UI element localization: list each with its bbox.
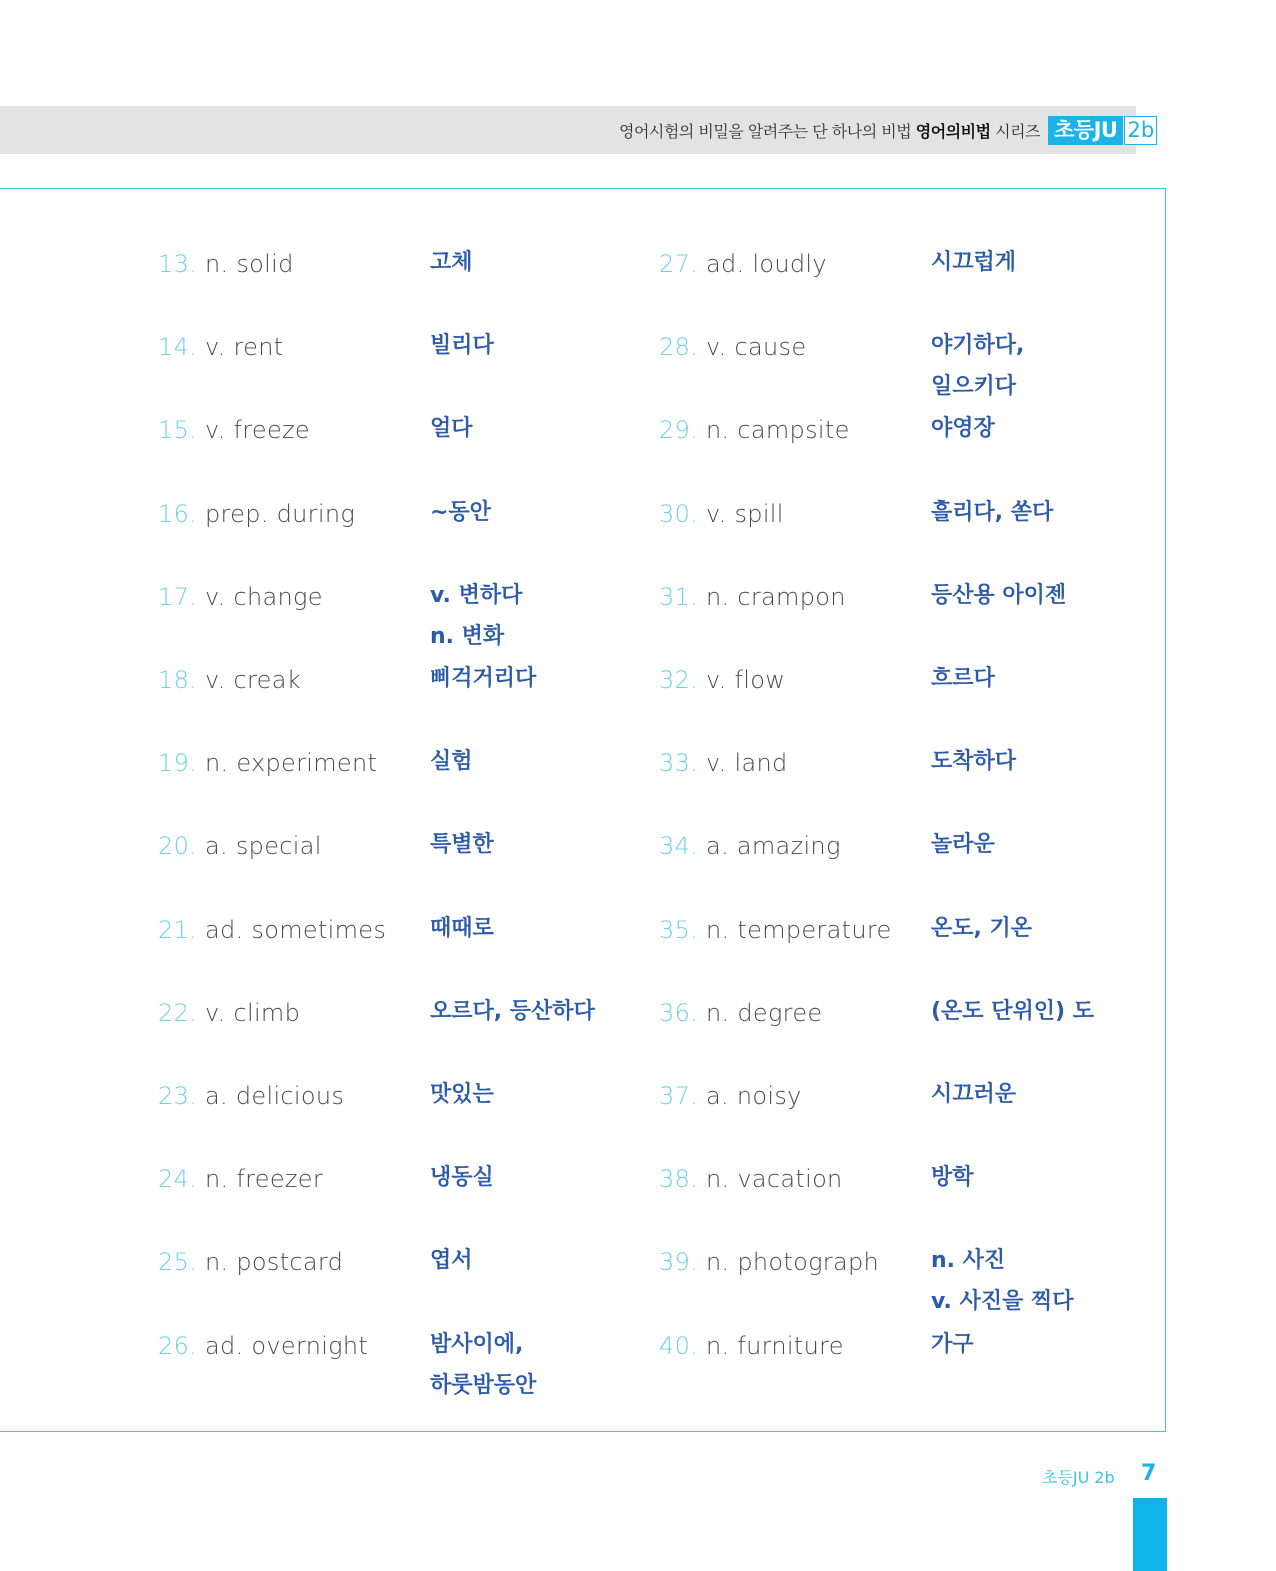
vocab-number: 16. [158,499,198,528]
vocab-word [158,832,322,860]
vocab-meaning [931,575,1066,616]
vocab-meaning [430,908,494,949]
vocab-meaning [931,824,995,865]
vocab-word [659,916,892,944]
vocab-meaning-line: 밤사이에, [430,1331,524,1357]
vocab-term: ad. loudly [698,250,827,278]
vocab-term: ad. overnight [197,1331,369,1360]
vocab-meaning-line: 시끄러운 [931,1082,1017,1107]
vocab-meaning-line: 흐르다 [931,666,995,691]
vocab-word [158,333,283,361]
vocab-term: v. rent [197,333,284,362]
vocab-term: ad. sometimes [197,915,387,944]
vocab-number: 17. [158,582,198,611]
vocab-word [659,1332,844,1360]
vocab-meaning [430,1324,536,1406]
vocab-word [158,1082,344,1110]
vocab-number: 31. [659,582,699,611]
vocab-term: v. freeze [197,416,310,445]
vocab-meaning [931,1157,974,1198]
vocab-meaning-line: 빌리다 [430,333,494,359]
brand-version: 2b [1124,116,1157,145]
vocab-term: v. change [197,582,323,611]
vocab-term: v. spill [698,499,784,528]
vocab-term: v. climb [197,998,301,1027]
vocab-number: 35. [659,915,699,944]
vocab-word [659,1165,843,1193]
vocab-number: 32. [659,666,699,694]
vocab-meaning-line: n. 변화 [430,623,505,649]
vocab-meaning-line: 삐걱거리다 [430,666,537,691]
vocab-meaning [430,1074,494,1115]
vocab-meaning-line: 맛있는 [430,1082,494,1107]
vocab-term: a. special [197,832,322,861]
vocab-number: 21. [158,915,198,944]
series-suffix: 시리즈 [995,122,1040,141]
vocab-term: n. campsite [698,416,850,445]
vocab-word [158,916,386,944]
vocab-number: 37. [659,1082,699,1110]
brand-main: 초등JU [1048,116,1123,145]
vocab-word [659,1248,879,1276]
page-tab [1133,1498,1167,1571]
vocab-word [659,500,784,528]
vocab-meaning-line: 시끄럽게 [931,250,1017,275]
vocab-number: 14. [158,333,198,362]
vocab-meaning-line: 특별한 [430,832,494,858]
page-number: 7 [1141,1461,1157,1486]
vocab-word [158,583,323,611]
vocab-term: n. crampon [698,582,846,611]
vocab-meaning [430,242,473,283]
vocab-term: a. amazing [698,832,841,861]
vocab-term: n. freezer [197,1165,324,1194]
vocab-number: 28. [659,333,699,362]
vocab-number: 36. [659,998,699,1027]
vocab-number: 33. [659,749,699,778]
vocab-number: 29. [659,416,699,445]
vocab-meaning-line: 오르다, 등산하다 [430,998,595,1024]
vocab-meaning-line: (온도 단위인) 도 [931,998,1094,1024]
vocab-term: n. photograph [698,1248,880,1277]
vocab-number: 27. [659,250,699,278]
vocab-meaning [931,242,1016,283]
vocab-word [659,583,846,611]
vocab-number: 20. [158,832,198,861]
vocab-number: 30. [659,499,699,528]
vocab-number: 39. [659,1248,699,1277]
vocab-meaning [931,492,1053,533]
vocab-term: v. land [698,749,788,778]
vocab-word [158,666,301,694]
vocab-term: n. postcard [197,1248,344,1277]
vocab-meaning-line: 흘리다, 쏟다 [931,499,1054,525]
vocab-meaning [931,1324,974,1365]
vocab-meaning [931,1240,1073,1322]
vocab-word [659,999,822,1027]
vocab-number: 13. [158,250,198,278]
vocab-meaning [931,991,1094,1032]
vocab-meaning [931,408,995,449]
vocab-number: 26. [158,1331,198,1360]
series-title [619,119,1040,142]
vocab-term: n. temperature [698,915,892,944]
vocab-term: n. furniture [698,1331,844,1360]
vocab-term: v. flow [698,666,786,694]
vocab-meaning-line: 등산용 아이젠 [931,582,1067,608]
brand-logo [1048,116,1157,145]
vocab-meaning-line: 때때로 [430,915,494,941]
vocab-word [158,1332,368,1360]
vocab-number: 15. [158,416,198,445]
vocab-meaning [430,1240,473,1281]
vocab-word [659,749,788,777]
vocab-meaning [931,658,995,699]
vocab-meaning-line: v. 사진을 찍다 [931,1289,1074,1315]
vocab-term: n. degree [698,998,823,1027]
vocab-meaning-line: 실험 [430,749,473,775]
vocab-meaning [430,325,494,366]
vocab-meaning-line: 얼다 [430,416,473,442]
vocab-meaning [430,824,494,865]
vocab-meaning-line: v. 변하다 [430,582,523,608]
vocab-number: 22. [158,998,198,1027]
vocab-number: 38. [659,1165,699,1194]
vocab-term: n. solid [197,250,294,278]
vocab-meaning [430,492,491,533]
vocab-number: 24. [158,1165,198,1194]
series-bold: 영어의비법 [915,122,991,141]
vocab-meaning [430,1157,494,1198]
vocab-meaning [931,325,1024,407]
vocab-term: v. creak [197,666,301,694]
vocab-word [659,250,827,278]
vocab-meaning-line: 일으키다 [931,374,1017,400]
vocab-meaning-line: 야기하다, [931,333,1025,359]
vocab-number: 40. [659,1331,699,1360]
vocab-meaning-line: 고체 [430,250,473,275]
vocab-meaning [430,658,536,699]
vocab-word [158,999,300,1027]
vocab-number: 34. [659,832,699,861]
vocab-meaning [430,575,522,657]
footer-book-label: 초등JU 2b [1042,1468,1115,1487]
vocab-meaning-line: 온도, 기온 [931,915,1033,941]
vocab-word [659,333,806,361]
vocab-word [158,1248,343,1276]
vocab-number: 23. [158,1082,198,1110]
vocab-number: 19. [158,749,198,778]
vocab-meaning [430,991,595,1032]
vocab-meaning-line: n. 사진 [931,1248,1006,1274]
vocab-term: a. noisy [698,1082,802,1110]
vocab-term: v. cause [698,333,807,362]
vocab-meaning [931,1074,1016,1115]
vocab-meaning-line: 야영장 [931,416,995,442]
vocab-term: a. delicious [197,1082,345,1110]
vocab-meaning-line: 엽서 [430,1248,473,1274]
vocab-word [158,500,355,528]
vocab-word [158,250,294,278]
vocab-word [158,416,310,444]
vocab-meaning [931,908,1032,949]
vocab-word [659,1082,802,1110]
vocab-meaning-line: 가구 [931,1331,974,1357]
vocab-word [659,666,785,694]
vocab-term: prep. during [197,499,356,528]
vocab-number: 25. [158,1248,198,1277]
vocab-meaning-line: ~동안 [430,499,491,525]
vocab-meaning-line: 냉동실 [430,1165,494,1191]
vocab-word [158,749,377,777]
vocab-meaning-line: 도착하다 [931,749,1017,775]
vocab-number: 18. [158,666,198,694]
vocab-word [158,1165,323,1193]
vocab-word [659,832,841,860]
vocab-meaning [931,741,1016,782]
vocab-term: n. experiment [197,749,378,778]
series-text: 영어시험의 비밀을 알려주는 단 하나의 비법 [619,122,912,141]
vocab-meaning [430,741,473,782]
vocab-word [659,416,850,444]
vocab-meaning-line: 놀라운 [931,832,995,858]
vocab-term: n. vacation [698,1165,843,1194]
vocab-meaning [430,408,473,449]
vocab-meaning-line: 하룻밤동안 [430,1372,537,1398]
vocab-meaning-line: 방학 [931,1165,974,1191]
